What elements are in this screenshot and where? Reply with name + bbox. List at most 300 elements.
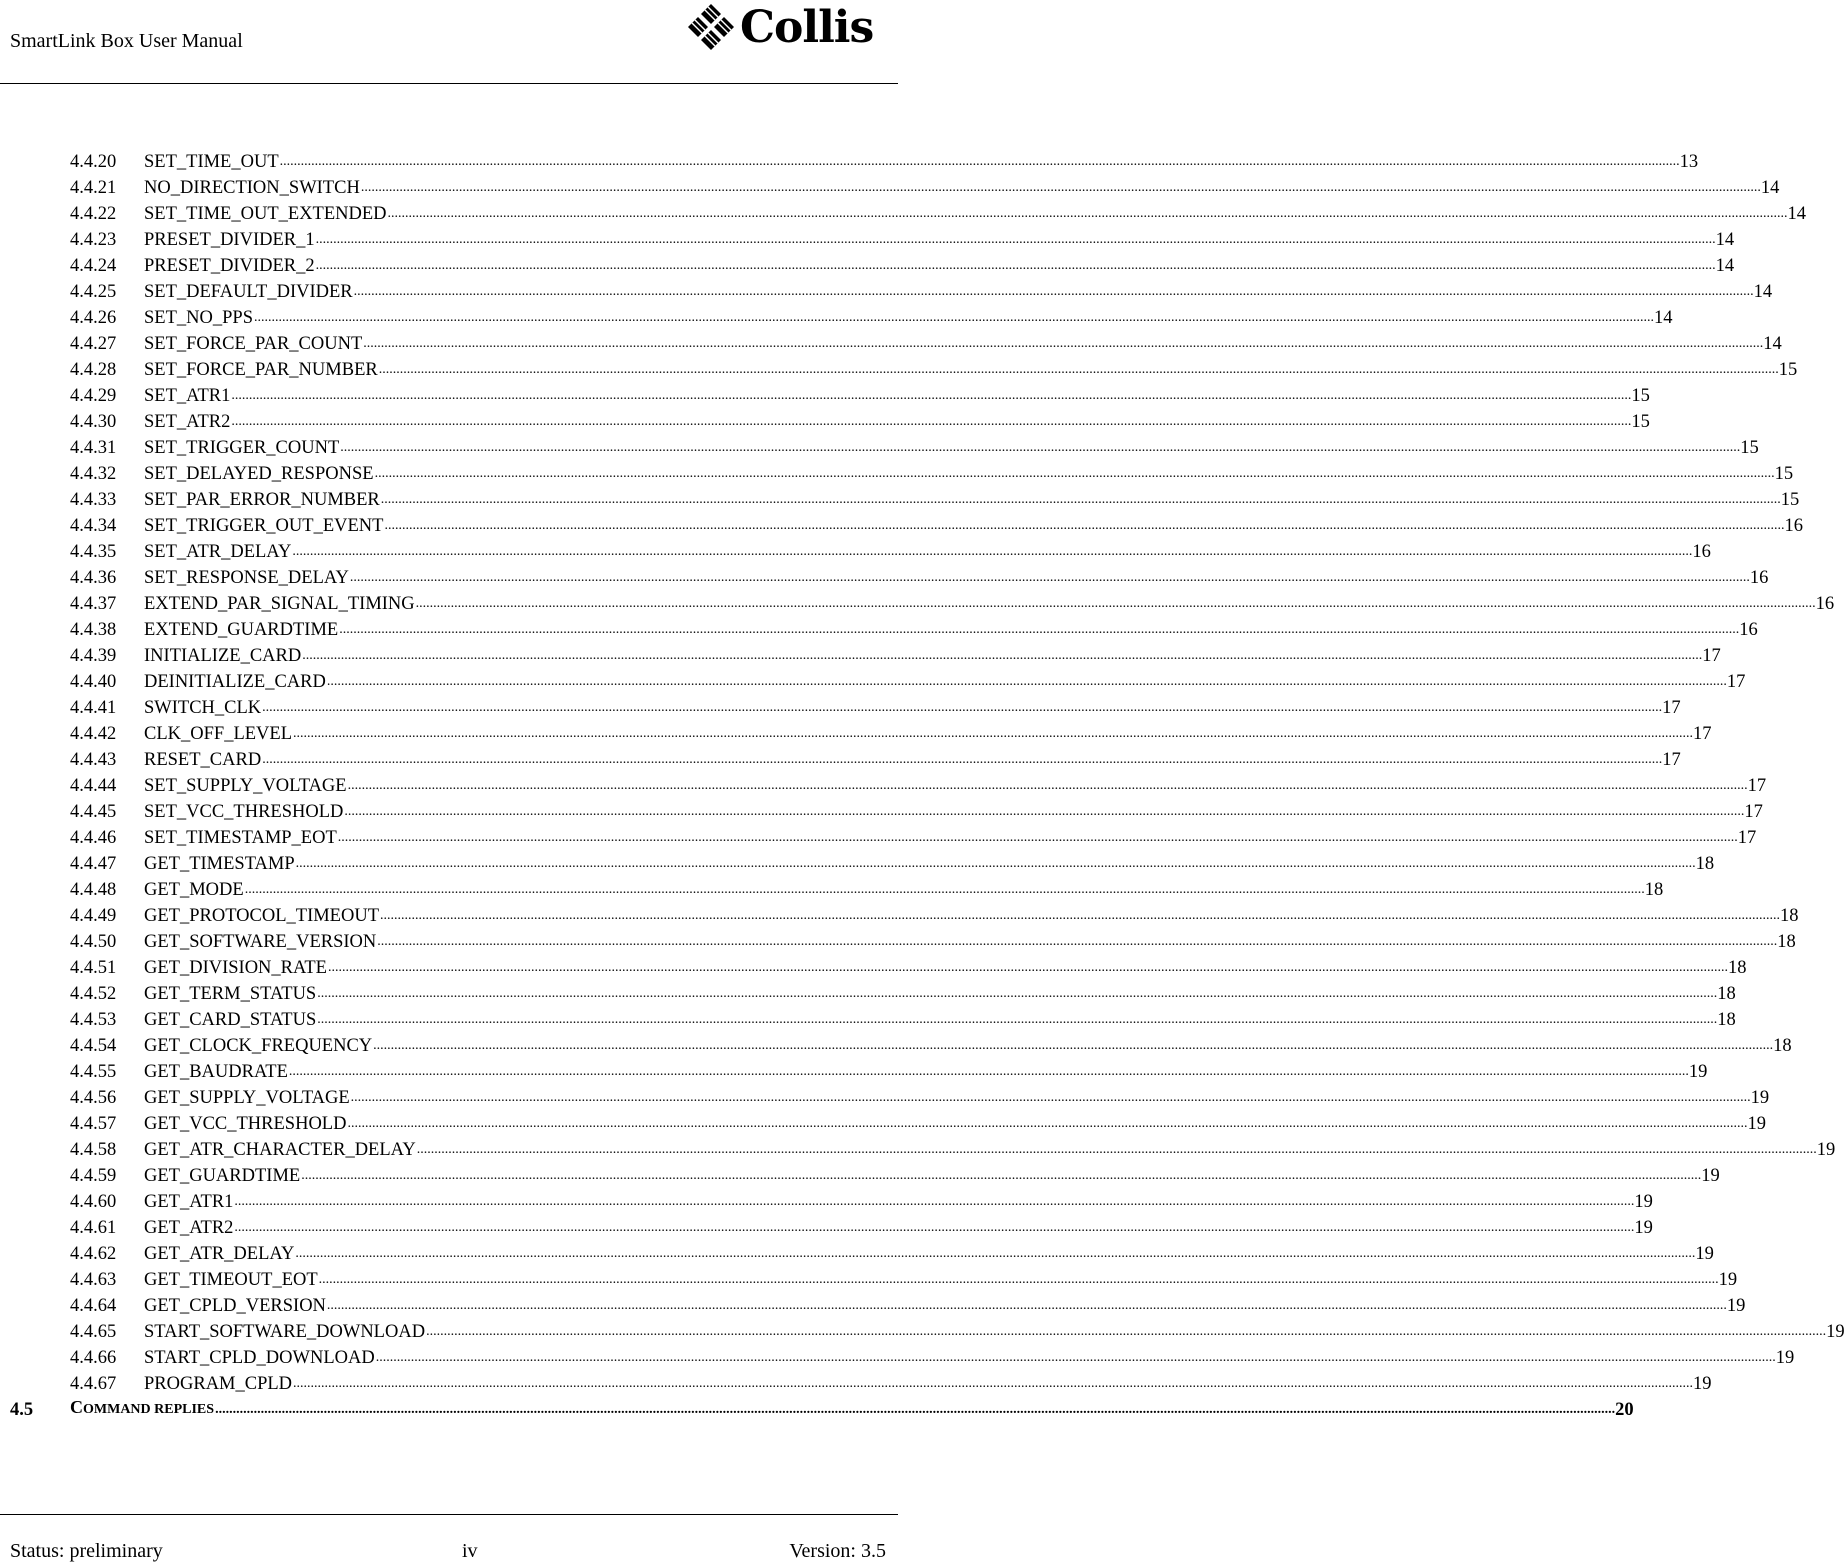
toc-entry-line (144, 955, 1747, 981)
toc-entry-title: EXTEND_PAR_SIGNAL_TIMING (144, 594, 415, 614)
toc-entry-title: GET_TIMEOUT_EOT (144, 1270, 318, 1290)
company-logo (684, 2, 873, 54)
toc-entry-number: 4.4.46 (70, 828, 117, 848)
toc-entry-title: SET_FORCE_PAR_NUMBER (144, 360, 378, 380)
toc-entry-number: 4.4.52 (70, 984, 117, 1004)
toc-entry-page: 17 (1747, 776, 1767, 796)
toc-entry[interactable] (0, 591, 1835, 617)
toc-entry-title: SET_NO_PPS (144, 308, 253, 328)
toc-entry[interactable] (0, 539, 1711, 565)
dot-leader: ................................................................................................................................................................................................................................................................................................................................................................................................................ (339, 622, 1740, 637)
toc-entry-page: 15 (1780, 490, 1800, 510)
footer-divider (0, 1514, 898, 1515)
toc-entry[interactable] (0, 435, 1759, 461)
dot-leader: ................................................................................................................................................................................................................................................................................................................................................................................................................ (295, 1246, 1696, 1261)
toc-entry-page: 16 (1815, 594, 1835, 614)
toc-entry-title: SET_VCC_THRESHOLD (144, 802, 344, 822)
toc-entry[interactable] (0, 565, 1769, 591)
toc-entry[interactable] (0, 773, 1767, 799)
toc-entry-number: 4.4.23 (70, 230, 117, 250)
toc-entry-line (144, 565, 1769, 591)
dot-leader: ................................................................................................................................................................................................................................................................................................................................................................................................................ (326, 674, 1727, 689)
toc-entry[interactable] (0, 981, 1736, 1007)
document-status: Status: preliminary (10, 1540, 163, 1562)
toc-entry-page: 19 (1634, 1192, 1653, 1212)
toc-entry[interactable] (0, 825, 1757, 851)
toc-entry-number: 4.4.59 (70, 1166, 117, 1186)
document-title: SmartLink Box User Manual (10, 30, 243, 52)
toc-entry[interactable] (0, 1267, 1738, 1293)
toc-entry-page: 17 (1693, 724, 1712, 744)
toc-entry-number: 4.4.65 (70, 1322, 117, 1342)
toc-entry-number: 4.4.41 (70, 698, 117, 718)
toc-entry[interactable] (0, 1163, 1720, 1189)
toc-entry-line (144, 617, 1758, 643)
toc-entry-page: 19 (1775, 1348, 1795, 1368)
toc-entry-page: 14 (1760, 178, 1780, 198)
dot-leader: ................................................................................................................................................................................................................................................................................................................................................................................................................ (380, 908, 1781, 923)
toc-entry-title: SET_ATR2 (144, 412, 231, 432)
dot-leader: ................................................................................................................................................................................................................................................................................................................................................................................................................ (377, 934, 1778, 949)
toc-entry-title: SET_DEFAULT_DIVIDER (144, 282, 353, 302)
toc-entry-page: 15 (1778, 360, 1798, 380)
toc-entry-line (144, 1345, 1795, 1371)
toc-entry-number: 4.4.20 (70, 152, 117, 172)
toc-entry-line (144, 1033, 1792, 1059)
toc-entry-number: 4.4.64 (70, 1296, 117, 1316)
toc-entry-title: GET_MODE (144, 880, 244, 900)
toc-entry-number: 4.4.27 (70, 334, 117, 354)
dot-leader: ................................................................................................................................................................................................................................................................................................................................................................................................................ (295, 856, 1696, 871)
toc-entry-title: SET_PAR_ERROR_NUMBER (144, 490, 380, 510)
toc-entry-line (144, 461, 1794, 487)
toc-entry-line (144, 747, 1681, 773)
toc-entry-number: 4.4.34 (70, 516, 117, 536)
page-header (0, 0, 898, 84)
toc-entry-line (144, 331, 1782, 357)
dot-leader: ................................................................................................................................................................................................................................................................................................................................................................................................................ (317, 986, 1718, 1001)
toc-entry-line (144, 1007, 1736, 1033)
toc-entry-number: 4.4.54 (70, 1036, 117, 1056)
toc-entry-line (144, 487, 1800, 513)
toc-entry-number: 4.4.61 (70, 1218, 117, 1238)
toc-entry[interactable] (0, 1137, 1836, 1163)
toc-entry-number: 4.4.63 (70, 1270, 117, 1290)
toc-entry-title: SET_TIME_OUT (144, 152, 279, 172)
toc-entry-page: 13 (1679, 152, 1699, 172)
dot-leader: ................................................................................................................................................................................................................................................................................................................................................................................................................ (253, 310, 1654, 325)
dot-leader: ................................................................................................................................................................................................................................................................................................................................................................................................................ (337, 830, 1738, 845)
toc-entry-number: 4.4.53 (70, 1010, 117, 1030)
toc-entry[interactable] (0, 175, 1780, 201)
dot-leader: ................................................................................................................................................................................................................................................................................................................................................................................................................ (279, 154, 1680, 169)
toc-entry-number: 4.4.25 (70, 282, 117, 302)
toc-entry-number: 4.4.60 (70, 1192, 117, 1212)
toc-entry-number: 4.4.32 (70, 464, 117, 484)
dot-leader: ................................................................................................................................................................................................................................................................................................................................................................................................................ (344, 804, 1745, 819)
toc-entry-title: GET_SUPPLY_VOLTAGE (144, 1088, 350, 1108)
toc-entry-page: 17 (1702, 646, 1721, 666)
toc-entry[interactable] (0, 851, 1715, 877)
toc-entry-number: 4.4.26 (70, 308, 117, 328)
toc-entry-line (144, 669, 1746, 695)
toc-entry-page: 19 (1701, 1166, 1720, 1186)
toc-entry[interactable] (0, 357, 1798, 383)
toc-entry-line (144, 357, 1798, 383)
toc-entry-page: 17 (1744, 802, 1763, 822)
toc-entry-line (144, 1319, 1845, 1345)
toc-entry-page: 17 (1737, 828, 1757, 848)
dot-leader: ................................................................................................................................................................................................................................................................................................................................................................................................................ (315, 258, 1716, 273)
dot-leader: ................................................................................................................................................................................................................................................................................................................................................................................................................ (347, 778, 1748, 793)
toc-entry[interactable] (0, 279, 1773, 305)
toc-entry-line (144, 279, 1773, 305)
dot-leader: ................................................................................................................................................................................................................................................................................................................................................................................................................ (415, 596, 1816, 611)
toc-entry-number: 4.4.29 (70, 386, 117, 406)
toc-entry-title: GET_CLOCK_FREQUENCY (144, 1036, 373, 1056)
toc-entry[interactable] (0, 227, 1735, 253)
header-divider (0, 83, 898, 84)
toc-entry-line (144, 175, 1780, 201)
toc-entry-line (144, 539, 1711, 565)
toc-entry-title: GET_PROTOCOL_TIMEOUT (144, 906, 380, 926)
toc-entry-number: 4.4.22 (70, 204, 117, 224)
toc-entry-line (144, 227, 1735, 253)
dot-leader: ................................................................................................................................................................................................................................................................................................................................................................................................................ (340, 440, 1741, 455)
toc-entry-number: 4.4.66 (70, 1348, 117, 1368)
toc-entry-line (144, 1111, 1766, 1137)
toc-entry-page: 15 (1740, 438, 1759, 458)
toc-entry-title: GET_SOFTWARE_VERSION (144, 932, 377, 952)
toc-entry-page: 14 (1787, 204, 1807, 224)
dot-leader: ................................................................................................................................................................................................................................................................................................................................................................................................................ (380, 492, 1781, 507)
toc-entry-title: SET_FORCE_PAR_COUNT (144, 334, 363, 354)
toc-entry-line (144, 877, 1664, 903)
dot-leader: ................................................................................................................................................................................................................................................................................................................................................................................................................ (349, 570, 1750, 585)
toc-entry-line (144, 643, 1721, 669)
toc-entry-page: 14 (1715, 256, 1735, 276)
toc-entry-number: 4.4.50 (70, 932, 117, 952)
toc-entry-title: GET_CARD_STATUS (144, 1010, 317, 1030)
toc-entry-title: PROGRAM_CPLD (144, 1374, 293, 1394)
toc-entry-title: GET_BAUDRATE (144, 1062, 288, 1082)
toc-entry[interactable] (0, 1319, 1845, 1345)
toc-entry-page: 19 (1688, 1062, 1708, 1082)
dot-leader: ................................................................................................................................................................................................................................................................................................................................................................................................................ (374, 466, 1775, 481)
dot-leader: ................................................................................................................................................................................................................................................................................................................................................................................................................ (262, 752, 1663, 767)
toc-entry-number: 4.4.31 (70, 438, 117, 458)
toc-entry-title: SET_SUPPLY_VOLTAGE (144, 776, 347, 796)
toc-entry-line (144, 1059, 1708, 1085)
toc-entry-title: RESET_CARD (144, 750, 262, 770)
dot-leader: ................................................................................................................................................................................................................................................................................................................................................................................................................ (375, 1350, 1776, 1365)
toc-entry[interactable] (0, 643, 1721, 669)
page-number: iv (462, 1540, 478, 1562)
toc-entry-title: SET_TRIGGER_COUNT (144, 438, 340, 458)
toc-entry-page: 16 (1784, 516, 1803, 536)
toc-entry-line (144, 435, 1759, 461)
collis-diamond-logo-icon (684, 3, 738, 53)
toc-entry-number: 4.4.49 (70, 906, 117, 926)
toc-entry-line (144, 1137, 1836, 1163)
toc-entry-page: 18 (1695, 854, 1715, 874)
toc-entry-title: GET_ATR_CHARACTER_DELAY (144, 1140, 416, 1160)
toc-entry[interactable] (0, 799, 1763, 825)
toc-entry[interactable] (0, 903, 1799, 929)
toc-entry-page: 19 (1747, 1114, 1766, 1134)
dot-leader: ................................................................................................................................................................................................................................................................................................................................................................................................................ (262, 700, 1663, 715)
toc-section-entry[interactable] (0, 1397, 1634, 1423)
dot-leader: ................................................................................................................................................................................................................................................................................................................................................................................................................ (387, 206, 1788, 221)
toc-entry-line (144, 1241, 1714, 1267)
toc-entry[interactable] (0, 253, 1735, 279)
toc-entry-page: 19 (1693, 1374, 1712, 1394)
logo-wordmark: Collis (740, 2, 874, 53)
toc-entry-page: 18 (1727, 958, 1747, 978)
toc-entry-number: 4.4.45 (70, 802, 117, 822)
dot-leader: ................................................................................................................................................................................................................................................................................................................................................................................................................ (318, 1272, 1719, 1287)
dot-leader: ................................................................................................................................................................................................................................................................................................................................................................................................................ (350, 1090, 1751, 1105)
toc-entry-page: 19 (1634, 1218, 1653, 1238)
toc-entry[interactable] (0, 305, 1673, 331)
dot-leader: ................................................................................................................................................................................................................................................................................................................................................................................................................ (326, 1298, 1727, 1313)
dot-leader: ................................................................................................................................................................................................................................................................................................................................................................................................................ (234, 1194, 1635, 1209)
toc-entry-title: DEINITIALIZE_CARD (144, 672, 326, 692)
toc-entry-title: NO_DIRECTION_SWITCH (144, 178, 360, 198)
toc-entry-line (144, 929, 1796, 955)
toc-entry[interactable] (0, 1111, 1766, 1137)
toc-entry[interactable] (0, 149, 1699, 175)
toc-entry-line (144, 1267, 1738, 1293)
dot-leader: ................................................................................................................................................................................................................................................................................................................................................................................................................ (231, 414, 1632, 429)
toc-entry-number: 4.4.24 (70, 256, 117, 276)
toc-entry[interactable] (0, 1241, 1714, 1267)
toc-entry-page: 20 (1615, 1400, 1634, 1420)
toc-entry-line (144, 721, 1712, 747)
toc-entry-line (144, 1293, 1746, 1319)
toc-entry-line (144, 409, 1650, 435)
toc-entry-line (144, 799, 1763, 825)
toc-entry-title: SWITCH_CLK (144, 698, 262, 718)
toc-entry-line (144, 513, 1803, 539)
dot-leader: ................................................................................................................................................................................................................................................................................................................................................................................................................ (360, 180, 1761, 195)
toc-entry-number: 4.4.38 (70, 620, 117, 640)
toc-entry-line (144, 903, 1799, 929)
toc-entry-line (144, 1215, 1653, 1241)
toc-entry[interactable] (0, 461, 1794, 487)
toc-entry-number: 4.4.62 (70, 1244, 117, 1264)
toc-entry-number: 4.4.47 (70, 854, 117, 874)
toc-entry-title: GET_ATR2 (144, 1218, 234, 1238)
toc-entry-number: 4.4.51 (70, 958, 117, 978)
toc-entry[interactable] (0, 1033, 1792, 1059)
toc-entry[interactable] (0, 955, 1747, 981)
toc-entry-page: 19 (1718, 1270, 1738, 1290)
toc-entry-title: INITIALIZE_CARD (144, 646, 302, 666)
dot-leader: ................................................................................................................................................................................................................................................................................................................................................................................................................ (293, 1376, 1694, 1391)
toc-entry-page: 18 (1777, 932, 1796, 952)
document-version: Version: 3.5 (789, 1540, 886, 1562)
toc-entry-number: 4.4.48 (70, 880, 117, 900)
dot-leader: ................................................................................................................................................................................................................................................................................................................................................................................................................ (353, 284, 1754, 299)
toc-entry-number: 4.4.33 (70, 490, 117, 510)
toc-entry[interactable] (0, 877, 1664, 903)
toc-entry-line (144, 253, 1735, 279)
toc-entry-page: 18 (1773, 1036, 1792, 1056)
toc-entry-title: GET_ATR1 (144, 1192, 234, 1212)
toc-entry-page: 19 (1726, 1296, 1746, 1316)
toc-entry-page: 18 (1717, 984, 1736, 1004)
dot-leader: ................................................................................................................................................................................................................................................................................................................................................................................................................ (293, 726, 1693, 741)
toc-entry[interactable] (0, 1345, 1795, 1371)
toc-entry-title: SET_ATR1 (144, 386, 231, 406)
toc-entry-line (144, 1189, 1653, 1215)
toc-entry-page: 19 (1750, 1088, 1770, 1108)
toc-entry-title: SET_DELAYED_RESPONSE (144, 464, 374, 484)
toc-entry-title: SET_TIMESTAMP_EOT (144, 828, 337, 848)
toc-entry-line (144, 825, 1757, 851)
toc-entry-title: SET_ATR_DELAY (144, 542, 292, 562)
toc-entry-line (144, 981, 1736, 1007)
dot-leader: ................................................................................................................................................................................................................................................................................................................................................................................................................ (302, 648, 1703, 663)
toc-entry-page: 17 (1662, 698, 1681, 718)
toc-entry[interactable] (0, 1189, 1653, 1215)
dot-leader: ................................................................................................................................................................................................................................................................................................................................................................................................................ (215, 1402, 1616, 1417)
toc-entry-title: GET_CPLD_VERSION (144, 1296, 326, 1316)
dot-leader: ................................................................................................................................................................................................................................................................................................................................................................................................................ (288, 1064, 1689, 1079)
toc-entry-number: 4.4.67 (70, 1374, 117, 1394)
toc-entry[interactable] (0, 929, 1796, 955)
section-title-initial: C (70, 1397, 83, 1417)
toc-entry-number: 4.4.58 (70, 1140, 117, 1160)
dot-leader: ................................................................................................................................................................................................................................................................................................................................................................................................................ (347, 1116, 1748, 1131)
toc-entry-number: 4.4.28 (70, 360, 117, 380)
toc-entry[interactable] (0, 721, 1712, 747)
toc-entry-page: 15 (1631, 386, 1650, 406)
toc-entry-title: SET_TIME_OUT_EXTENDED (144, 204, 387, 224)
toc-entry-page: 14 (1763, 334, 1782, 354)
toc-entry-page: 16 (1739, 620, 1758, 640)
toc-entry-line (144, 305, 1673, 331)
toc-entry[interactable] (0, 1059, 1708, 1085)
toc-entry-page: 14 (1653, 308, 1673, 328)
toc-entry-number: 4.4.40 (70, 672, 117, 692)
dot-leader: ................................................................................................................................................................................................................................................................................................................................................................................................................ (301, 1168, 1702, 1183)
toc-entry[interactable] (0, 669, 1746, 695)
toc-entry[interactable] (0, 1215, 1653, 1241)
toc-entry-line (144, 851, 1715, 877)
toc-entry-number: 4.4.56 (70, 1088, 117, 1108)
toc-entry-number: 4.4.37 (70, 594, 117, 614)
toc-entry[interactable] (0, 513, 1803, 539)
dot-leader: ................................................................................................................................................................................................................................................................................................................................................................................................................ (317, 1012, 1718, 1027)
toc-entry[interactable] (0, 695, 1681, 721)
toc-entry-number: 4.4.42 (70, 724, 117, 744)
dot-leader: ................................................................................................................................................................................................................................................................................................................................................................................................................ (378, 362, 1779, 377)
toc-entry-title: GET_DIVISION_RATE (144, 958, 327, 978)
toc-entry-title: CLK_OFF_LEVEL (144, 724, 292, 744)
toc-entry-page: 15 (1631, 412, 1650, 432)
toc-entry-title: PRESET_DIVIDER_1 (144, 230, 315, 250)
dot-leader: ................................................................................................................................................................................................................................................................................................................................................................................................................ (292, 544, 1693, 559)
dot-leader: ................................................................................................................................................................................................................................................................................................................................................................................................................ (373, 1038, 1774, 1053)
toc-entry-number: 4.4.57 (70, 1114, 117, 1134)
toc-entry-title: SET_RESPONSE_DELAY (144, 568, 349, 588)
toc-entry[interactable] (0, 487, 1800, 513)
dot-leader: ................................................................................................................................................................................................................................................................................................................................................................................................................ (327, 960, 1728, 975)
toc-entry[interactable] (0, 1085, 1770, 1111)
toc-entry[interactable] (0, 409, 1650, 435)
page-footer (0, 1540, 898, 1568)
toc-entry-page: 14 (1753, 282, 1773, 302)
toc-entry-page: 15 (1774, 464, 1794, 484)
toc-entry-number: 4.4.21 (70, 178, 117, 198)
toc-entry-title: GET_TERM_STATUS (144, 984, 317, 1004)
toc-entry[interactable] (0, 1007, 1736, 1033)
dot-leader: ................................................................................................................................................................................................................................................................................................................................................................................................................ (416, 1142, 1817, 1157)
toc-entry-page: 19 (1695, 1244, 1714, 1264)
toc-entry-page: 18 (1780, 906, 1799, 926)
dot-leader: ................................................................................................................................................................................................................................................................................................................................................................................................................ (231, 388, 1632, 403)
dot-leader: ................................................................................................................................................................................................................................................................................................................................................................................................................ (426, 1324, 1827, 1339)
toc-entry-number: 4.4.39 (70, 646, 117, 666)
section-title-rest: OMMAND REPLIES (83, 1402, 215, 1417)
dot-leader: ................................................................................................................................................................................................................................................................................................................................................................................................................ (315, 232, 1716, 247)
toc-entry-page: 14 (1715, 230, 1735, 250)
toc-entry-title: GET_VCC_THRESHOLD (144, 1114, 347, 1134)
dot-leader: ................................................................................................................................................................................................................................................................................................................................................................................................................ (234, 1220, 1635, 1235)
toc-entry-line (144, 773, 1767, 799)
toc-entry-title: START_SOFTWARE_DOWNLOAD (144, 1322, 426, 1342)
toc-entry-number: 4.5 (10, 1400, 34, 1420)
toc-entry-number: 4.4.30 (70, 412, 117, 432)
toc-entry-number: 4.4.43 (70, 750, 117, 770)
toc-entry-page: 16 (1749, 568, 1769, 588)
toc-entry-page: 19 (1816, 1140, 1836, 1160)
dot-leader: ................................................................................................................................................................................................................................................................................................................................................................................................................ (244, 882, 1645, 897)
toc-entry-line (144, 591, 1835, 617)
toc-entry-line (70, 1394, 1634, 1423)
toc-entry[interactable] (0, 201, 1807, 227)
toc-entry-line (144, 1085, 1770, 1111)
toc-entry-title: EXTEND_GUARDTIME (144, 620, 339, 640)
toc-entry[interactable] (0, 1293, 1746, 1319)
toc-entry-page: 18 (1717, 1010, 1736, 1030)
toc-entry-line (144, 1163, 1720, 1189)
toc-entry[interactable] (0, 383, 1650, 409)
toc-entry-page: 16 (1692, 542, 1711, 562)
toc-entry-number: 4.4.55 (70, 1062, 117, 1082)
toc-entry-title: GET_ATR_DELAY (144, 1244, 295, 1264)
toc-entry-title: GET_TIMESTAMP (144, 854, 295, 874)
toc-entry[interactable] (0, 747, 1681, 773)
toc-entry-number: 4.4.35 (70, 542, 117, 562)
toc-entry-line (144, 149, 1699, 175)
toc-entry[interactable] (0, 617, 1758, 643)
toc-entry-page: 18 (1644, 880, 1664, 900)
toc-entry[interactable] (0, 331, 1782, 357)
toc-entry-title: PRESET_DIVIDER_2 (144, 256, 315, 276)
toc-entry-line (144, 201, 1807, 227)
toc-entry-page: 17 (1726, 672, 1746, 692)
table-of-contents (0, 149, 1845, 1423)
toc-entry-title: START_CPLD_DOWNLOAD (144, 1348, 375, 1368)
toc-entry-page: 19 (1826, 1322, 1845, 1342)
toc-entry-title: SET_TRIGGER_OUT_EVENT (144, 516, 384, 536)
dot-leader: ................................................................................................................................................................................................................................................................................................................................................................................................................ (363, 336, 1764, 351)
toc-entry-line (144, 695, 1681, 721)
toc-entry-line (144, 383, 1650, 409)
